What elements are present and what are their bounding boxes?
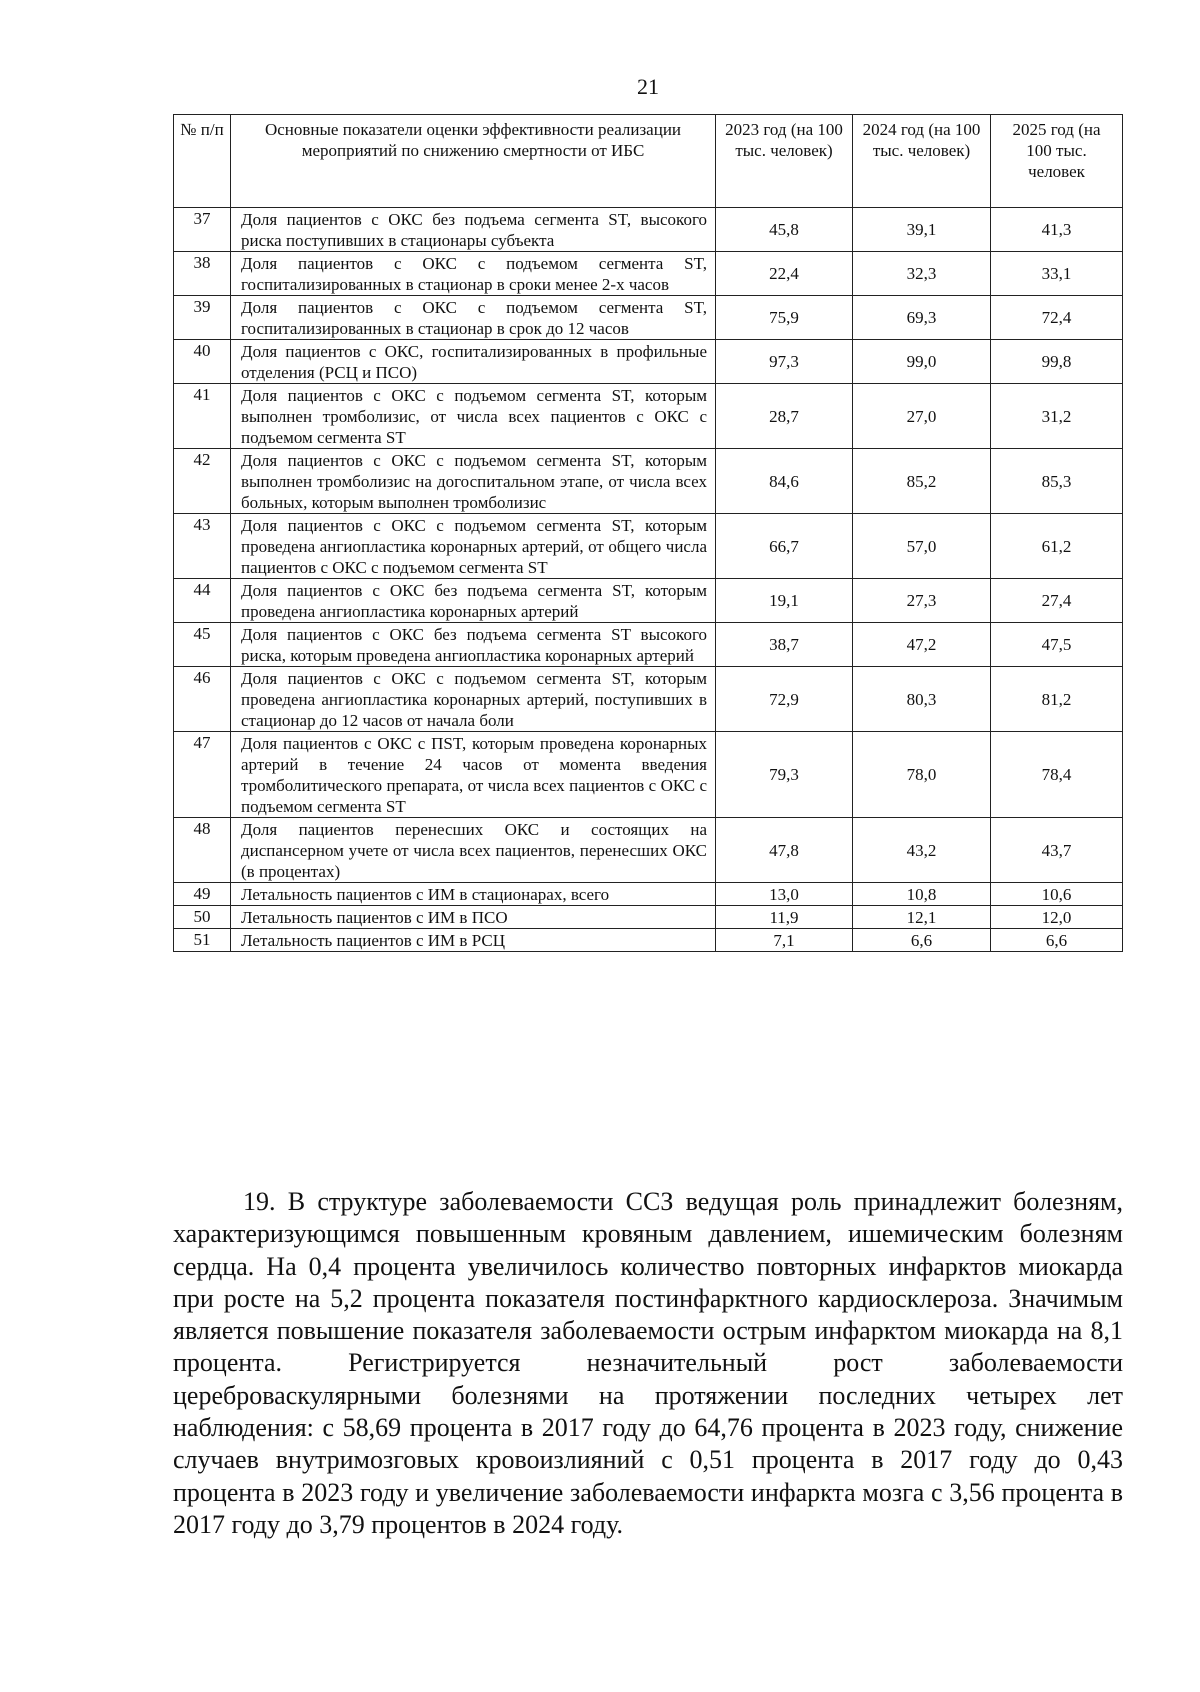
header-number: № п/п: [174, 115, 231, 208]
indicator-name: Летальность пациентов с ИМ в ПСО: [231, 906, 716, 929]
indicator-name: Доля пациентов перенесших ОКС и состоящих на диспансерном учете от числа всех пациентов, перенесших ОКС (в процентах): [231, 818, 716, 883]
row-number: 49: [174, 883, 231, 906]
indicator-name: Доля пациентов с ОКС, госпитализированных в профильные отделения (РСЦ и ПСО): [231, 340, 716, 384]
table-row: [174, 514, 1123, 579]
value-2023: 97,3: [716, 340, 853, 384]
value-2024: 80,3: [853, 667, 991, 732]
indicator-name: Доля пациентов с ОКС с подъемом сегмента ST, которым проведена ангиопластика коронарных артерий, от общего числа пациентов с ОКС с подъемом сегмента ST: [231, 514, 716, 579]
header-2024: 2024 год (на 100 тыс. человек): [853, 115, 991, 208]
row-number: 44: [174, 579, 231, 623]
value-2023: 13,0: [716, 883, 853, 906]
value-2023: 75,9: [716, 296, 853, 340]
row-number: 40: [174, 340, 231, 384]
table-row: [174, 252, 1123, 296]
value-2025: 61,2: [991, 514, 1123, 579]
value-2023: 7,1: [716, 929, 853, 952]
value-2024: 99,0: [853, 340, 991, 384]
indicator-name: Доля пациентов с ОКС с подъемом сегмента ST, госпитализированных в стационар в срок до 12 часов: [231, 296, 716, 340]
value-2023: 19,1: [716, 579, 853, 623]
value-2024: 27,3: [853, 579, 991, 623]
indicator-name: Доля пациентов с ОКС без подъема сегмента ST, которым проведена ангиопластика коронарных артерий: [231, 579, 716, 623]
value-2025: 12,0: [991, 906, 1123, 929]
table-row: [174, 208, 1123, 252]
value-2024: 6,6: [853, 929, 991, 952]
value-2023: 84,6: [716, 449, 853, 514]
indicator-name: Доля пациентов с ОКС без подъема сегмента ST, высокого риска поступивших в стационары субъекта: [231, 208, 716, 252]
indicator-name: Доля пациентов с ОКС с подъемом сегмента ST, которым выполнен тромболизис на догоспитальном этапе, от числа всех больных, которым выполнен тромболизис: [231, 449, 716, 514]
value-2023: 11,9: [716, 906, 853, 929]
value-2024: 78,0: [853, 732, 991, 818]
body-paragraph: 19. В структуре заболеваемости ССЗ ведущая роль принадлежит болезням, характеризующимся повышенным кровяным давлением, ишемическим болезням сердца. На 0,4 процента увеличилось количество повторных инфарктов миокарда при росте на 5,2 процента показателя постинфарктного кардиосклероза. Значимым является повышение показателя заболеваемости острым инфарктом миокарда на 8,1 процента. Регистрируется незначительный рост заболеваемости цереброваскулярными болезнями на протяжении последних четырех лет наблюдения: с 58,69 процента в 2017 году до 64,76 процента в 2023 году, снижение случаев внутримозговых кровоизлияний с 0,51 процента в 2017 году до 0,43 процента в 2023 году и увеличение заболеваемости инфаркта мозга с 3,56 процента в 2017 году до 3,79 процентов в 2024 году.: [173, 1187, 1123, 1539]
value-2025: 81,2: [991, 667, 1123, 732]
table-row: [174, 449, 1123, 514]
value-2024: 47,2: [853, 623, 991, 667]
table-header-row: [174, 115, 1123, 208]
value-2025: 33,1: [991, 252, 1123, 296]
page-number: 21: [637, 74, 659, 99]
value-2023: 22,4: [716, 252, 853, 296]
value-2025: 43,7: [991, 818, 1123, 883]
value-2025: 78,4: [991, 732, 1123, 818]
value-2025: 85,3: [991, 449, 1123, 514]
row-number: 48: [174, 818, 231, 883]
row-number: 46: [174, 667, 231, 732]
header-indicator: Основные показатели оценки эффективности реализации мероприятий по снижению смертности от ИБС: [231, 115, 716, 208]
value-2024: 85,2: [853, 449, 991, 514]
table-row: [174, 296, 1123, 340]
value-2024: 12,1: [853, 906, 991, 929]
row-number: 39: [174, 296, 231, 340]
table-row: [174, 732, 1123, 818]
table-row: [174, 340, 1123, 384]
value-2025: 31,2: [991, 384, 1123, 449]
indicator-name: Доля пациентов с ОКС без подъема сегмента ST высокого риска, которым проведена ангиопластика коронарных артерий: [231, 623, 716, 667]
indicator-name: Летальность пациентов с ИМ в стационарах, всего: [231, 883, 716, 906]
row-number: 47: [174, 732, 231, 818]
indicator-name: Доля пациентов с ОКС с ПST, которым проведена коронарных артерий в течение 24 часов от момента введения тромболитического препарата, от числа всех пациентов с ОКС с подъемом сегмента ST: [231, 732, 716, 818]
value-2023: 28,7: [716, 384, 853, 449]
indicator-name: Доля пациентов с ОКС с подъемом сегмента ST, которым выполнен тромболизис, от числа всех пациентов с ОКС с подъемом сегмента ST: [231, 384, 716, 449]
row-number: 38: [174, 252, 231, 296]
table-row: [174, 623, 1123, 667]
value-2023: 79,3: [716, 732, 853, 818]
row-number: 43: [174, 514, 231, 579]
value-2025: 41,3: [991, 208, 1123, 252]
value-2023: 45,8: [716, 208, 853, 252]
row-number: 41: [174, 384, 231, 449]
value-2023: 72,9: [716, 667, 853, 732]
value-2023: 47,8: [716, 818, 853, 883]
header-2025: 2025 год (на 100 тыс. человек: [991, 115, 1123, 208]
value-2024: 43,2: [853, 818, 991, 883]
indicator-name: Доля пациентов с ОКС с подъемом сегмента ST, которым проведена ангиопластика коронарных артерий, поступивших в стационар до 12 часов от начала боли: [231, 667, 716, 732]
table-row: [174, 906, 1123, 929]
table-body: [174, 208, 1123, 952]
value-2024: 32,3: [853, 252, 991, 296]
value-2025: 27,4: [991, 579, 1123, 623]
table-row: [174, 384, 1123, 449]
value-2025: 72,4: [991, 296, 1123, 340]
value-2024: 69,3: [853, 296, 991, 340]
row-number: 42: [174, 449, 231, 514]
row-number: 51: [174, 929, 231, 952]
value-2025: 47,5: [991, 623, 1123, 667]
value-2023: 66,7: [716, 514, 853, 579]
indicators-table: [173, 114, 1123, 952]
value-2025: 6,6: [991, 929, 1123, 952]
header-2023: 2023 год (на 100 тыс. человек): [716, 115, 853, 208]
indicator-name: Летальность пациентов с ИМ в РСЦ: [231, 929, 716, 952]
indicator-name: Доля пациентов с ОКС с подъемом сегмента ST, госпитализированных в стационар в сроки менее 2-х часов: [231, 252, 716, 296]
row-number: 45: [174, 623, 231, 667]
value-2025: 99,8: [991, 340, 1123, 384]
value-2023: 38,7: [716, 623, 853, 667]
row-number: 37: [174, 208, 231, 252]
table-row: [174, 579, 1123, 623]
table-row: [174, 883, 1123, 906]
value-2024: 57,0: [853, 514, 991, 579]
value-2024: 27,0: [853, 384, 991, 449]
value-2024: 10,8: [853, 883, 991, 906]
value-2025: 10,6: [991, 883, 1123, 906]
table-row: [174, 667, 1123, 732]
table-row: [174, 818, 1123, 883]
table-row: [174, 929, 1123, 952]
value-2024: 39,1: [853, 208, 991, 252]
row-number: 50: [174, 906, 231, 929]
